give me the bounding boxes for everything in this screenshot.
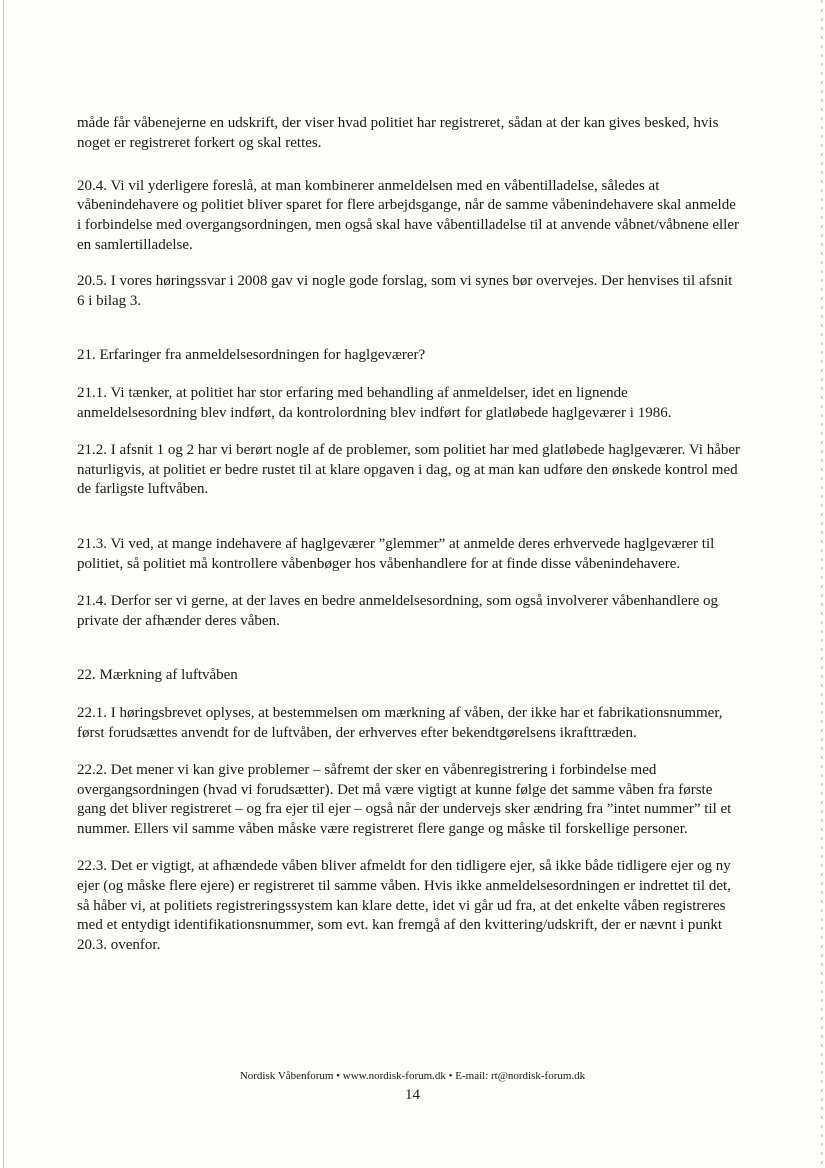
document-body (77, 114, 743, 956)
section-heading-21: 21. Erfaringer fra anmeldelsesordningen for haglgeværer? (77, 347, 426, 364)
paragraph-21-1: 21.1. Vi tænker, at politiet har stor erfaring med behandling af anmeldelser, idet en lignende anmeldelsesordning blev indført, da kontrolordning blev indført for glatløbede haglgeværer i 1986. (77, 385, 672, 421)
page-number: 14 (405, 1087, 420, 1103)
scan-edge-left (3, 0, 4, 1168)
paragraph-21-2: 21.2. I afsnit 1 og 2 har vi berørt nogle af de problemer, som politiet har med glatløbede haglgeværer. Vi håber naturligvis, at politiet er bedre rustet til at klare opgaven i dag, og at man kan udføre den ønskede kontrol med de farligste luftvåben. (77, 441, 741, 498)
paragraph-continuation: måde får våbenejerne en udskrift, der viser hvad politiet har registreret, sådan at der kan gives besked, hvis noget er registreret forkert og skal rettes. (77, 115, 719, 151)
paragraph-22-1: 22.1. I høringsbrevet oplyses, at bestemmelsen om mærkning af våben, der ikke har et fabrikationsnummer, først forudsættes anvendt for de luftvåben, der erhverves efter bekendtgørelsens ikrafttræden. (77, 705, 723, 741)
scan-edge-right (821, 0, 823, 1168)
footer-contact-line: Nordisk Våbenforum • www.nordisk-forum.dk • E-mail: rt@nordisk-forum.dk (239, 1070, 586, 1082)
paragraph-22-2: 22.2. Det mener vi kan give problemer – såfremt der sker en våbenregistrering i forbindelse med overgangsordningen (hvad vi forudsætter). Det må være vigtigt at kunne følge det samme våben fra første gang det bliver registreret – og fra ejer til ejer – også når der undervejs sker ændring fra ”intet nummer” til et nummer. Ellers vil samme våben måske være registreret flere gange og måske til forskellige personer. (77, 761, 732, 838)
section-heading-22: 22. Mærkning af luftvåben (77, 667, 238, 684)
paragraph-22-3: 22.3. Det er vigtigt, at afhændede våben bliver afmeldt for den tidligere ejer, så ikke både tidligere ejer og ny ejer (og måske flere ejere) er registreret til samme våben. Hvis ikke anmeldelsesordningen er indrettet til det, så håber vi, at politiets registreringssystem kan klare dette, idet vi går ud fra, at det enkelte våben registreres med et entydigt identifikationsnummer, som evt. kan fremgå af den kvittering/udskrift, der er nævnt i punkt 20.3. ovenfor. (77, 857, 731, 954)
paragraph-21-3: 21.3. Vi ved, at mange indehavere af haglgeværer ”glemmer” at anmelde deres erhvervede haglgeværer til politiet, så politiet må kontrollere våbenbøger hos våbenhandlere for at finde disse våbenindehavere. (77, 536, 715, 572)
paragraph-21-4: 21.4. Derfor ser vi gerne, at der laves en bedre anmeldelsesordning, som også involverer våbenhandlere og private der afhænder deres våben. (77, 592, 719, 629)
paragraph-20-5: 20.5. I vores høringssvar i 2008 gav vi nogle gode forslag, som vi synes bør overvejes. Der henvises til afsnit 6 i bilag 3. (77, 272, 733, 309)
paragraph-20-4: 20.4. Vi vil yderligere foreslå, at man kombinerer anmeldelsen med en våbentilladelse, således at våbenindehavere og politiet bliver sparet for flere arbejdsgange, når de samme våbenindehavere skal anmelde i forbindelse med overgangsordningen, men også skal have våbentilladelse til at anvende våbnet/våbnene eller en samlertilladelse. (77, 177, 739, 253)
